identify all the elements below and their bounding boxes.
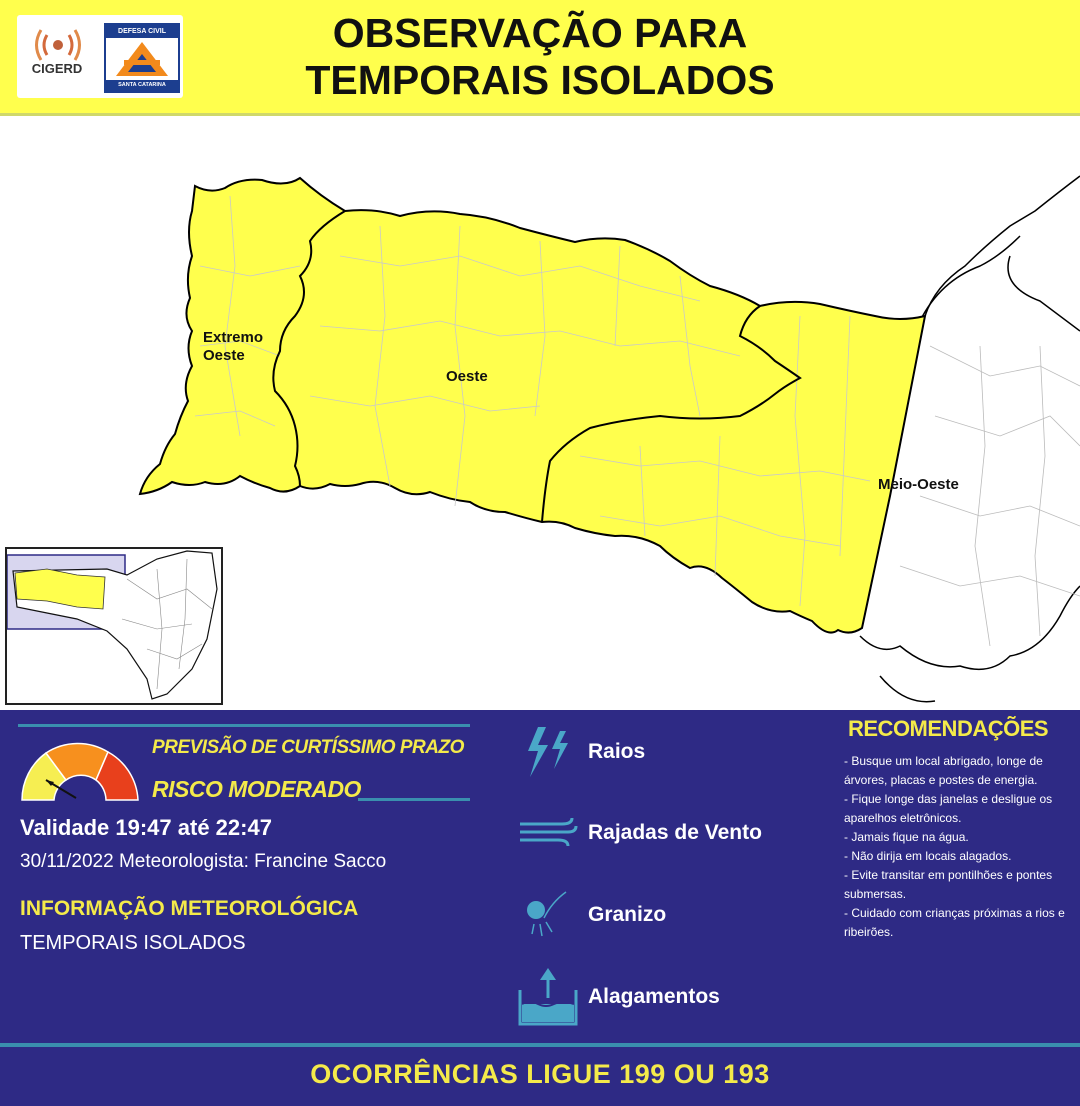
recommendations-title: RECOMENDAÇÕES [848,716,1049,741]
defesa-civil-label: DEFESA CIVIL [106,25,178,38]
defesa-civil-emblem [106,38,178,80]
recommendations-list [844,752,1069,942]
defesa-civil-logo [104,23,180,93]
hazard-label-granizo: Granizo [588,903,667,926]
hazard-label-raios: Raios [588,740,646,763]
neighbor-municipalities [900,346,1080,646]
cigerd-name: CIGERD [31,61,83,76]
footer-banner [0,1043,1080,1106]
info-text: TEMPORAIS ISOLADOS [20,932,246,954]
recommendation-item: - Jamais fique na água. [844,830,969,844]
risk-gauge [18,740,142,804]
alert-area [140,178,925,633]
location-inset-map [5,547,223,705]
forecast-type: PREVISÃO DE CURTÍSSIMO PRAZO [152,737,464,758]
risk-level: RISCO MODERADO [152,776,361,802]
recommendation-item: - Fique longe das janelas e desligue os aparelhos eletrônicos. [844,792,1053,825]
header-banner [0,0,1080,116]
recommendation-item: - Cuidado com crianças próximas a rios e ribeirões. [844,906,1065,939]
region-label-extremo-oeste [203,329,263,365]
page-title [230,10,850,104]
title-line-2: TEMPORAIS ISOLADOS [305,57,775,103]
logos-box [17,15,183,98]
date-meteorologist: 30/11/2022 Meteorologista: Francine Sacco [20,851,387,872]
wind-icon [518,814,578,850]
title-line-1: OBSERVAÇÃO PARA [332,10,748,56]
region-label-line-1: Extremo [203,329,264,346]
emergency-phone-text: OCORRÊNCIAS LIGUE 199 OU 193 [310,1059,770,1089]
recommendation-item: - Não dirija em locais alagados. [844,849,1012,863]
recommendation-item: - Evite transitar em pontilhões e pontes submersas. [844,868,1053,901]
hazard-label-rajadas: Rajadas de Vento [588,821,762,844]
lightning-icon [524,725,572,781]
hazard-label-alagamentos: Alagamentos [588,985,720,1008]
hail-icon [522,888,572,942]
santa-catarina-label: SANTA CATARINA [106,80,178,91]
recommendation-item: - Busque um local abrigado, longe de árvores, placas e postes de energia. [844,754,1043,787]
region-label-oeste: Oeste [446,368,488,385]
inset-svg [7,549,221,703]
region-label-meio-oeste: Meio-Oeste [878,476,959,493]
top-divider [18,724,470,727]
cigerd-logo [25,23,95,93]
info-heading: INFORMAÇÃO METEOROLÓGICA [20,897,359,920]
region-label-line-2: Oeste [203,347,245,364]
flood-icon [518,968,578,1026]
risk-underline [358,798,470,801]
validity-period: Validade 19:47 até 22:47 [20,815,272,840]
